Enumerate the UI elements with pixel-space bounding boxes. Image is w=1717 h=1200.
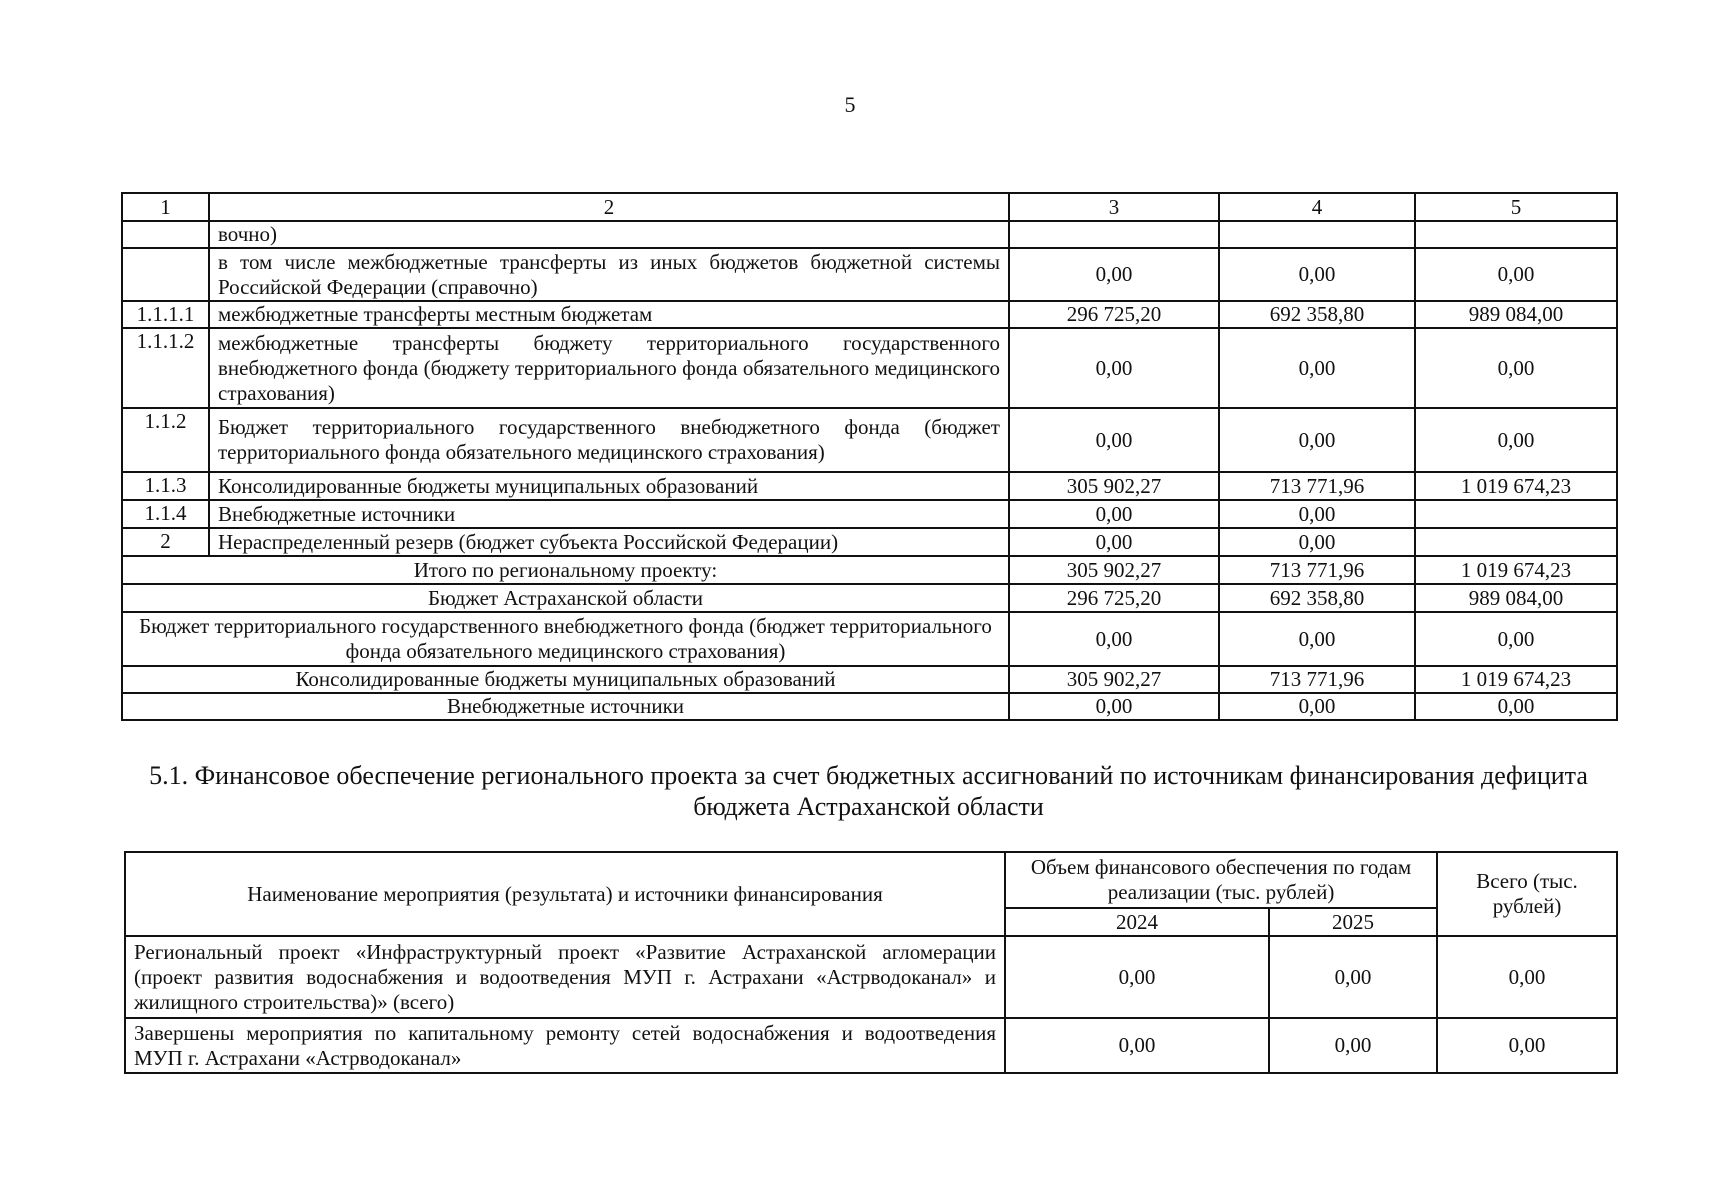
total-value-total: 989 084,00 bbox=[1415, 584, 1617, 612]
row-value-2024: 0,00 bbox=[1009, 328, 1219, 408]
row-name: Консолидированные бюджеты муниципальных образований bbox=[209, 472, 1009, 500]
total-row bbox=[122, 556, 1617, 584]
row-value-2024 bbox=[1009, 221, 1219, 248]
table-row bbox=[122, 301, 1617, 328]
header-col-4: 4 bbox=[1219, 193, 1415, 221]
fin-row-name: Завершены мероприятия по капитальному ремонту сетей водоснабжения и водоотведения МУП г. Астрахани «Астрводоканал» bbox=[125, 1018, 1005, 1073]
header-col-5: 5 bbox=[1415, 193, 1617, 221]
financing-table bbox=[124, 851, 1618, 1074]
fin-row-name: Региональный проект «Инфраструктурный проект «Развитие Астраханской агломерации (проект развития водоснабжения и водоотведения МУП г. Астрахани «Астрводоканал» и жилищного строительства)» (всего) bbox=[125, 936, 1005, 1018]
total-value-2024: 0,00 bbox=[1009, 693, 1219, 720]
row-value-2024: 296 725,20 bbox=[1009, 301, 1219, 328]
total-value-2025: 713 771,96 bbox=[1219, 666, 1415, 693]
row-value-total bbox=[1415, 528, 1617, 556]
header-col-1: 1 bbox=[122, 193, 209, 221]
table-row bbox=[122, 328, 1617, 408]
row-value-2025: 713 771,96 bbox=[1219, 472, 1415, 500]
fin-header-row bbox=[125, 852, 1617, 908]
fin-row-value-2024: 0,00 bbox=[1005, 936, 1269, 1018]
row-value-2025 bbox=[1219, 221, 1415, 248]
row-value-2025: 0,00 bbox=[1219, 328, 1415, 408]
row-value-total: 0,00 bbox=[1415, 248, 1617, 301]
row-value-2025: 0,00 bbox=[1219, 408, 1415, 472]
table-row bbox=[122, 221, 1617, 248]
total-row bbox=[122, 612, 1617, 666]
fin-header-year-2024: 2024 bbox=[1005, 908, 1269, 936]
row-name: Нераспределенный резерв (бюджет субъекта Российской Федерации) bbox=[209, 528, 1009, 556]
total-value-2024: 305 902,27 bbox=[1009, 666, 1219, 693]
row-name: межбюджетные трансферты местным бюджетам bbox=[209, 301, 1009, 328]
fin-row-value-total: 0,00 bbox=[1437, 936, 1617, 1018]
row-number: 1.1.2 bbox=[122, 408, 209, 472]
row-value-2024: 0,00 bbox=[1009, 408, 1219, 472]
row-value-total bbox=[1415, 221, 1617, 248]
fin-row-value-2024: 0,00 bbox=[1005, 1018, 1269, 1073]
total-value-2024: 0,00 bbox=[1009, 612, 1219, 666]
total-value-total: 0,00 bbox=[1415, 612, 1617, 666]
row-value-2024: 0,00 bbox=[1009, 528, 1219, 556]
row-value-total bbox=[1415, 500, 1617, 528]
page-number: 5 bbox=[844, 92, 856, 117]
fin-header-year-2025: 2025 bbox=[1269, 908, 1437, 936]
total-value-total: 1 019 674,23 bbox=[1415, 666, 1617, 693]
row-number bbox=[122, 221, 209, 248]
total-row bbox=[122, 584, 1617, 612]
table-row bbox=[125, 936, 1617, 1018]
row-value-2024: 0,00 bbox=[1009, 248, 1219, 301]
total-row-name: Итого по региональному проекту: bbox=[122, 556, 1009, 584]
total-value-2024: 296 725,20 bbox=[1009, 584, 1219, 612]
total-value-total: 0,00 bbox=[1415, 693, 1617, 720]
total-row-name: Внебюджетные источники bbox=[122, 693, 1009, 720]
table-row bbox=[122, 248, 1617, 301]
row-value-2024: 305 902,27 bbox=[1009, 472, 1219, 500]
section-title: 5.1. Финансовое обеспечение регионального проекта за счет бюджетных ассигнований по источникам финансирования дефицита бюджета Астраханской области bbox=[149, 761, 1588, 821]
row-number: 1.1.3 bbox=[122, 472, 209, 500]
fin-header-total: Всего (тыс. рублей) bbox=[1437, 852, 1617, 936]
table-row bbox=[122, 472, 1617, 500]
row-number: 1.1.4 bbox=[122, 500, 209, 528]
total-row-name: Консолидированные бюджеты муниципальных образований bbox=[122, 666, 1009, 693]
table-row bbox=[122, 500, 1617, 528]
row-value-2025: 0,00 bbox=[1219, 528, 1415, 556]
row-name: межбюджетные трансферты бюджету территориального государственного внебюджетного фонда (бюджету территориального фонда обязательного медицинского страхования) bbox=[209, 328, 1009, 408]
budget-table bbox=[121, 192, 1618, 721]
row-name: Бюджет территориального государственного внебюджетного фонда (бюджет территориального фонда обязательного медицинского страхования) bbox=[209, 408, 1009, 472]
fin-header-volume: Объем финансового обеспечения по годам реализации (тыс. рублей) bbox=[1005, 852, 1437, 908]
row-value-total: 1 019 674,23 bbox=[1415, 472, 1617, 500]
total-value-2024: 305 902,27 bbox=[1009, 556, 1219, 584]
fin-row-value-2025: 0,00 bbox=[1269, 1018, 1437, 1073]
total-row-name: Бюджет Астраханской области bbox=[122, 584, 1009, 612]
row-value-2025: 0,00 bbox=[1219, 500, 1415, 528]
row-name: вочно) bbox=[209, 221, 1009, 248]
row-value-total: 0,00 bbox=[1415, 328, 1617, 408]
header-col-3: 3 bbox=[1009, 193, 1219, 221]
table-row bbox=[122, 408, 1617, 472]
row-value-total: 0,00 bbox=[1415, 408, 1617, 472]
total-row-name: Бюджет территориального государственного внебюджетного фонда (бюджет территориального фонда обязательного медицинского страхования) bbox=[122, 612, 1009, 666]
fin-row-value-total: 0,00 bbox=[1437, 1018, 1617, 1073]
table-row bbox=[125, 1018, 1617, 1073]
row-number: 2 bbox=[122, 528, 209, 556]
table-row bbox=[122, 528, 1617, 556]
row-number bbox=[122, 248, 209, 301]
total-value-2025: 713 771,96 bbox=[1219, 556, 1415, 584]
total-row bbox=[122, 693, 1617, 720]
row-value-2025: 692 358,80 bbox=[1219, 301, 1415, 328]
total-value-2025: 0,00 bbox=[1219, 612, 1415, 666]
total-value-2025: 692 358,80 bbox=[1219, 584, 1415, 612]
total-value-2025: 0,00 bbox=[1219, 693, 1415, 720]
row-number: 1.1.1.2 bbox=[122, 328, 209, 408]
header-col-2: 2 bbox=[209, 193, 1009, 221]
row-name: в том числе межбюджетные трансферты из иных бюджетов бюджетной системы Российской Федерации (справочно) bbox=[209, 248, 1009, 301]
table-header-row bbox=[122, 193, 1617, 221]
row-number: 1.1.1.1 bbox=[122, 301, 209, 328]
total-row bbox=[122, 666, 1617, 693]
row-value-2024: 0,00 bbox=[1009, 500, 1219, 528]
fin-header-name: Наименование мероприятия (результата) и источники финансирования bbox=[125, 852, 1005, 936]
total-value-total: 1 019 674,23 bbox=[1415, 556, 1617, 584]
row-name: Внебюджетные источники bbox=[209, 500, 1009, 528]
row-value-2025: 0,00 bbox=[1219, 248, 1415, 301]
row-value-total: 989 084,00 bbox=[1415, 301, 1617, 328]
fin-row-value-2025: 0,00 bbox=[1269, 936, 1437, 1018]
